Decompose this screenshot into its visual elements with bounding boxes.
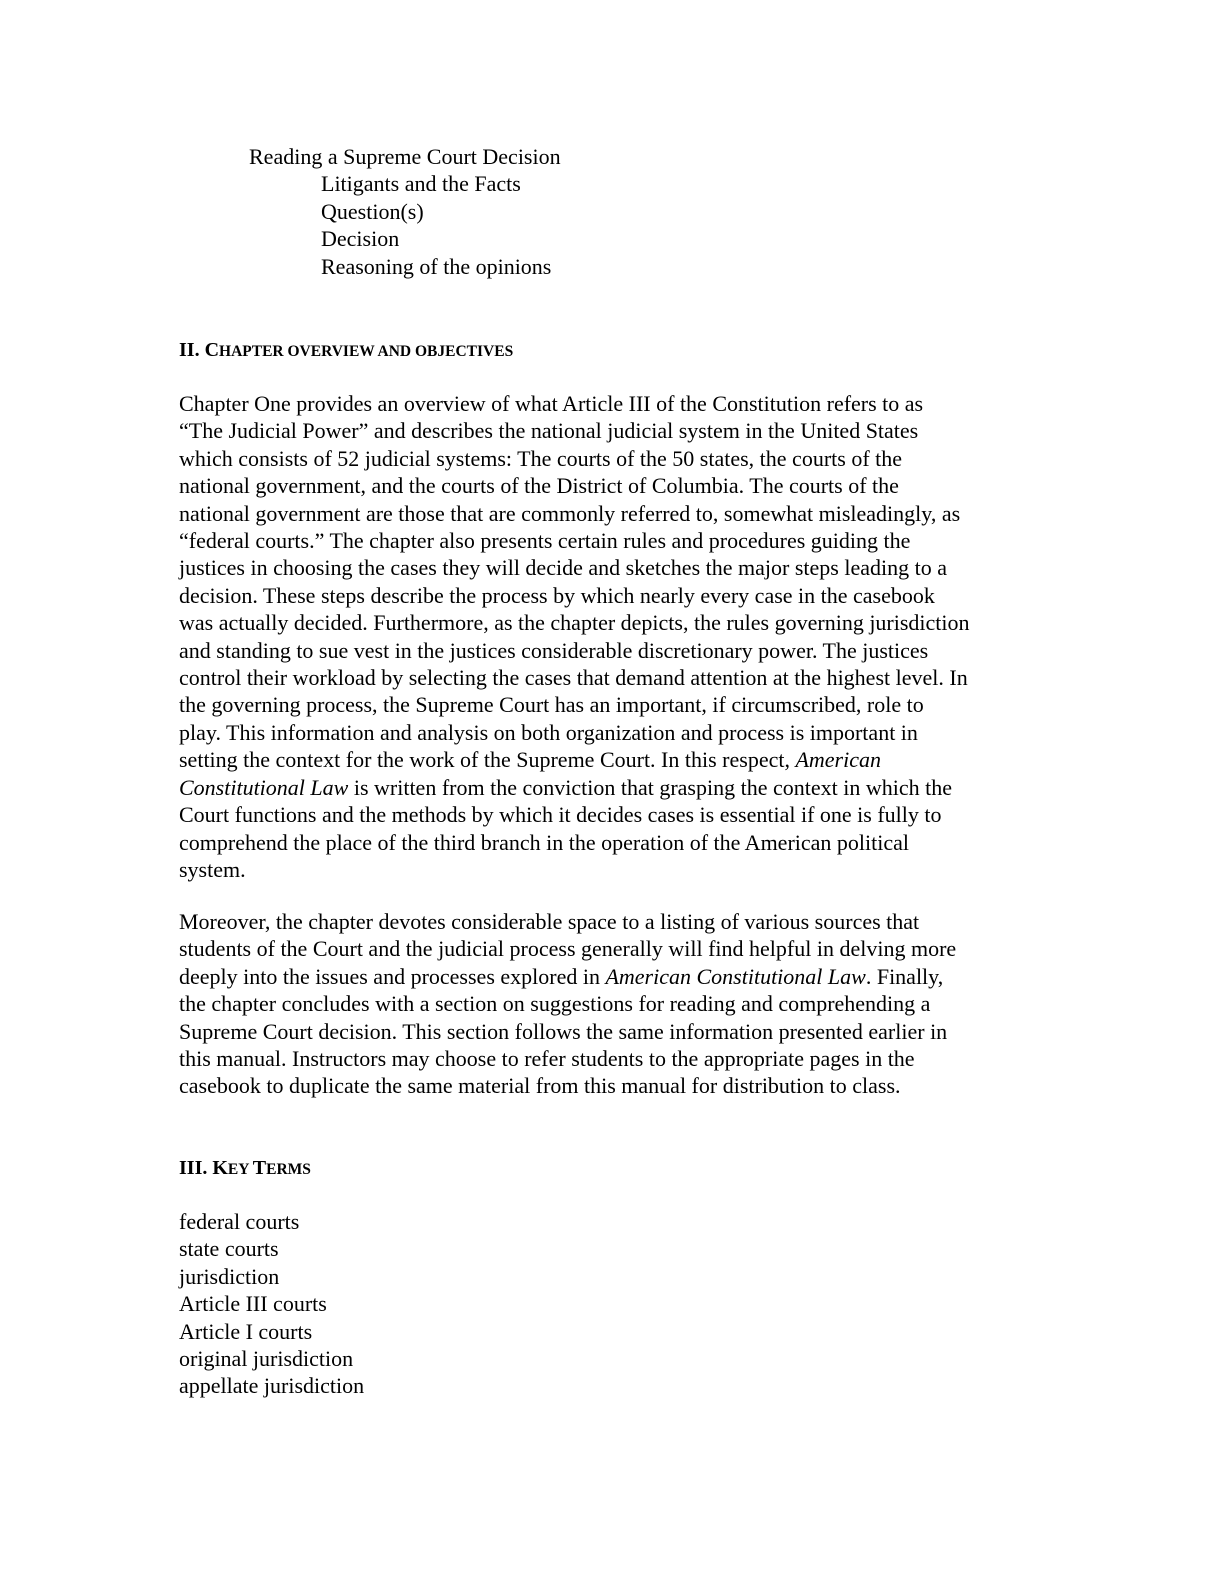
key-term: state courts	[179, 1236, 279, 1262]
book-title-italic: Constitutional Law	[179, 774, 349, 800]
text-line: control their workload by selecting the cases that demand attention at the highest level. In	[179, 665, 968, 691]
text-line: national government, and the courts of the District of Columbia. The courts of the	[179, 473, 899, 499]
key-term: Article III courts	[179, 1291, 327, 1317]
text-run: . Finally,	[865, 963, 944, 989]
text-line: the chapter concludes with a section on suggestions for reading and comprehending a	[179, 991, 931, 1017]
key-term: jurisdiction	[179, 1263, 280, 1289]
overview-paragraph-1	[179, 390, 1049, 883]
text-line: “federal courts.” The chapter also presents certain rules and procedures guiding the	[179, 528, 911, 554]
text-line: was actually decided. Furthermore, as the chapter depicts, the rules governing jurisdiction	[179, 610, 970, 636]
section-heading-key-terms	[179, 1155, 311, 1183]
outline-title: Reading a Supreme Court Decision	[249, 144, 561, 169]
key-term: original jurisdiction	[179, 1346, 354, 1372]
text-line: Supreme Court decision. This section follows the same information presented earlier in	[179, 1018, 948, 1044]
text-line: national government are those that are commonly referred to, somewhat misleadingly, as	[179, 500, 961, 526]
outline-item: Reasoning of the opinions	[321, 253, 552, 279]
outline-list	[249, 143, 561, 280]
book-title-italic: American Constitutional Law	[605, 963, 866, 989]
outline-item: Litigants and the Facts	[321, 171, 521, 197]
heading-initial: K	[212, 1157, 228, 1179]
text-line: and standing to sue vest in the justices considerable discretionary power. The justices	[179, 637, 929, 663]
key-term: Article I courts	[179, 1318, 313, 1344]
text-line: comprehend the place of the third branch in the operation of the American political	[179, 829, 910, 855]
text-run: deeply into the issues and processes explored in	[179, 963, 606, 989]
text-line: Moreover, the chapter devotes considerable space to a listing of various sources that	[179, 909, 920, 934]
text-line: which consists of 52 judicial systems: The courts of the 50 states, the courts of the	[179, 445, 903, 471]
text-run: is written from the conviction that grasping the context in which the	[348, 774, 952, 800]
text-line: casebook to duplicate the same material from this manual for distribution to class.	[179, 1073, 901, 1099]
text-line: system.	[179, 856, 246, 882]
outline-item: Question(s)	[321, 198, 424, 224]
text-line	[179, 963, 1049, 990]
text-line: students of the Court and the judicial process generally will find helpful in delving more	[179, 936, 957, 962]
heading-initial: T	[252, 1157, 267, 1179]
heading-smallcaps: EY	[227, 1161, 253, 1178]
key-term: federal courts	[179, 1209, 300, 1234]
key-terms-list	[179, 1208, 364, 1400]
text-line: Court functions and the methods by which it decides cases is essential if one is fully to	[179, 802, 942, 828]
section-heading-overview	[179, 337, 513, 365]
heading-initial: C	[204, 339, 220, 361]
heading-smallcaps: HAPTER OVERVIEW AND OBJECTIVES	[219, 343, 514, 360]
text-line: play. This information and analysis on both organization and process is important in	[179, 719, 918, 745]
text-line: Chapter One provides an overview of what Article III of the Constitution refers to as	[179, 391, 924, 416]
text-line: the governing process, the Supreme Court has an important, if circumscribed, role to	[179, 692, 924, 718]
heading-smallcaps: ERMS	[266, 1161, 311, 1178]
key-term: appellate jurisdiction	[179, 1373, 365, 1399]
text-line: justices in choosing the cases they will decide and sketches the major steps leading to a	[179, 555, 947, 581]
book-title-italic: American	[795, 747, 881, 773]
text-line	[179, 774, 1049, 801]
heading-numeral: II.	[179, 339, 205, 361]
heading-numeral: III.	[179, 1157, 213, 1179]
outline-item: Decision	[321, 226, 400, 252]
text-line: decision. These steps describe the process by which nearly every case in the casebook	[179, 582, 935, 608]
text-line: this manual. Instructors may choose to refer students to the appropriate pages in the	[179, 1046, 915, 1072]
text-run: setting the context for the work of the Supreme Court. In this respect,	[179, 747, 796, 773]
overview-paragraph-2	[179, 908, 1049, 1100]
text-line: “The Judicial Power” and describes the national judicial system in the United States	[179, 418, 919, 444]
text-line	[179, 746, 1049, 773]
